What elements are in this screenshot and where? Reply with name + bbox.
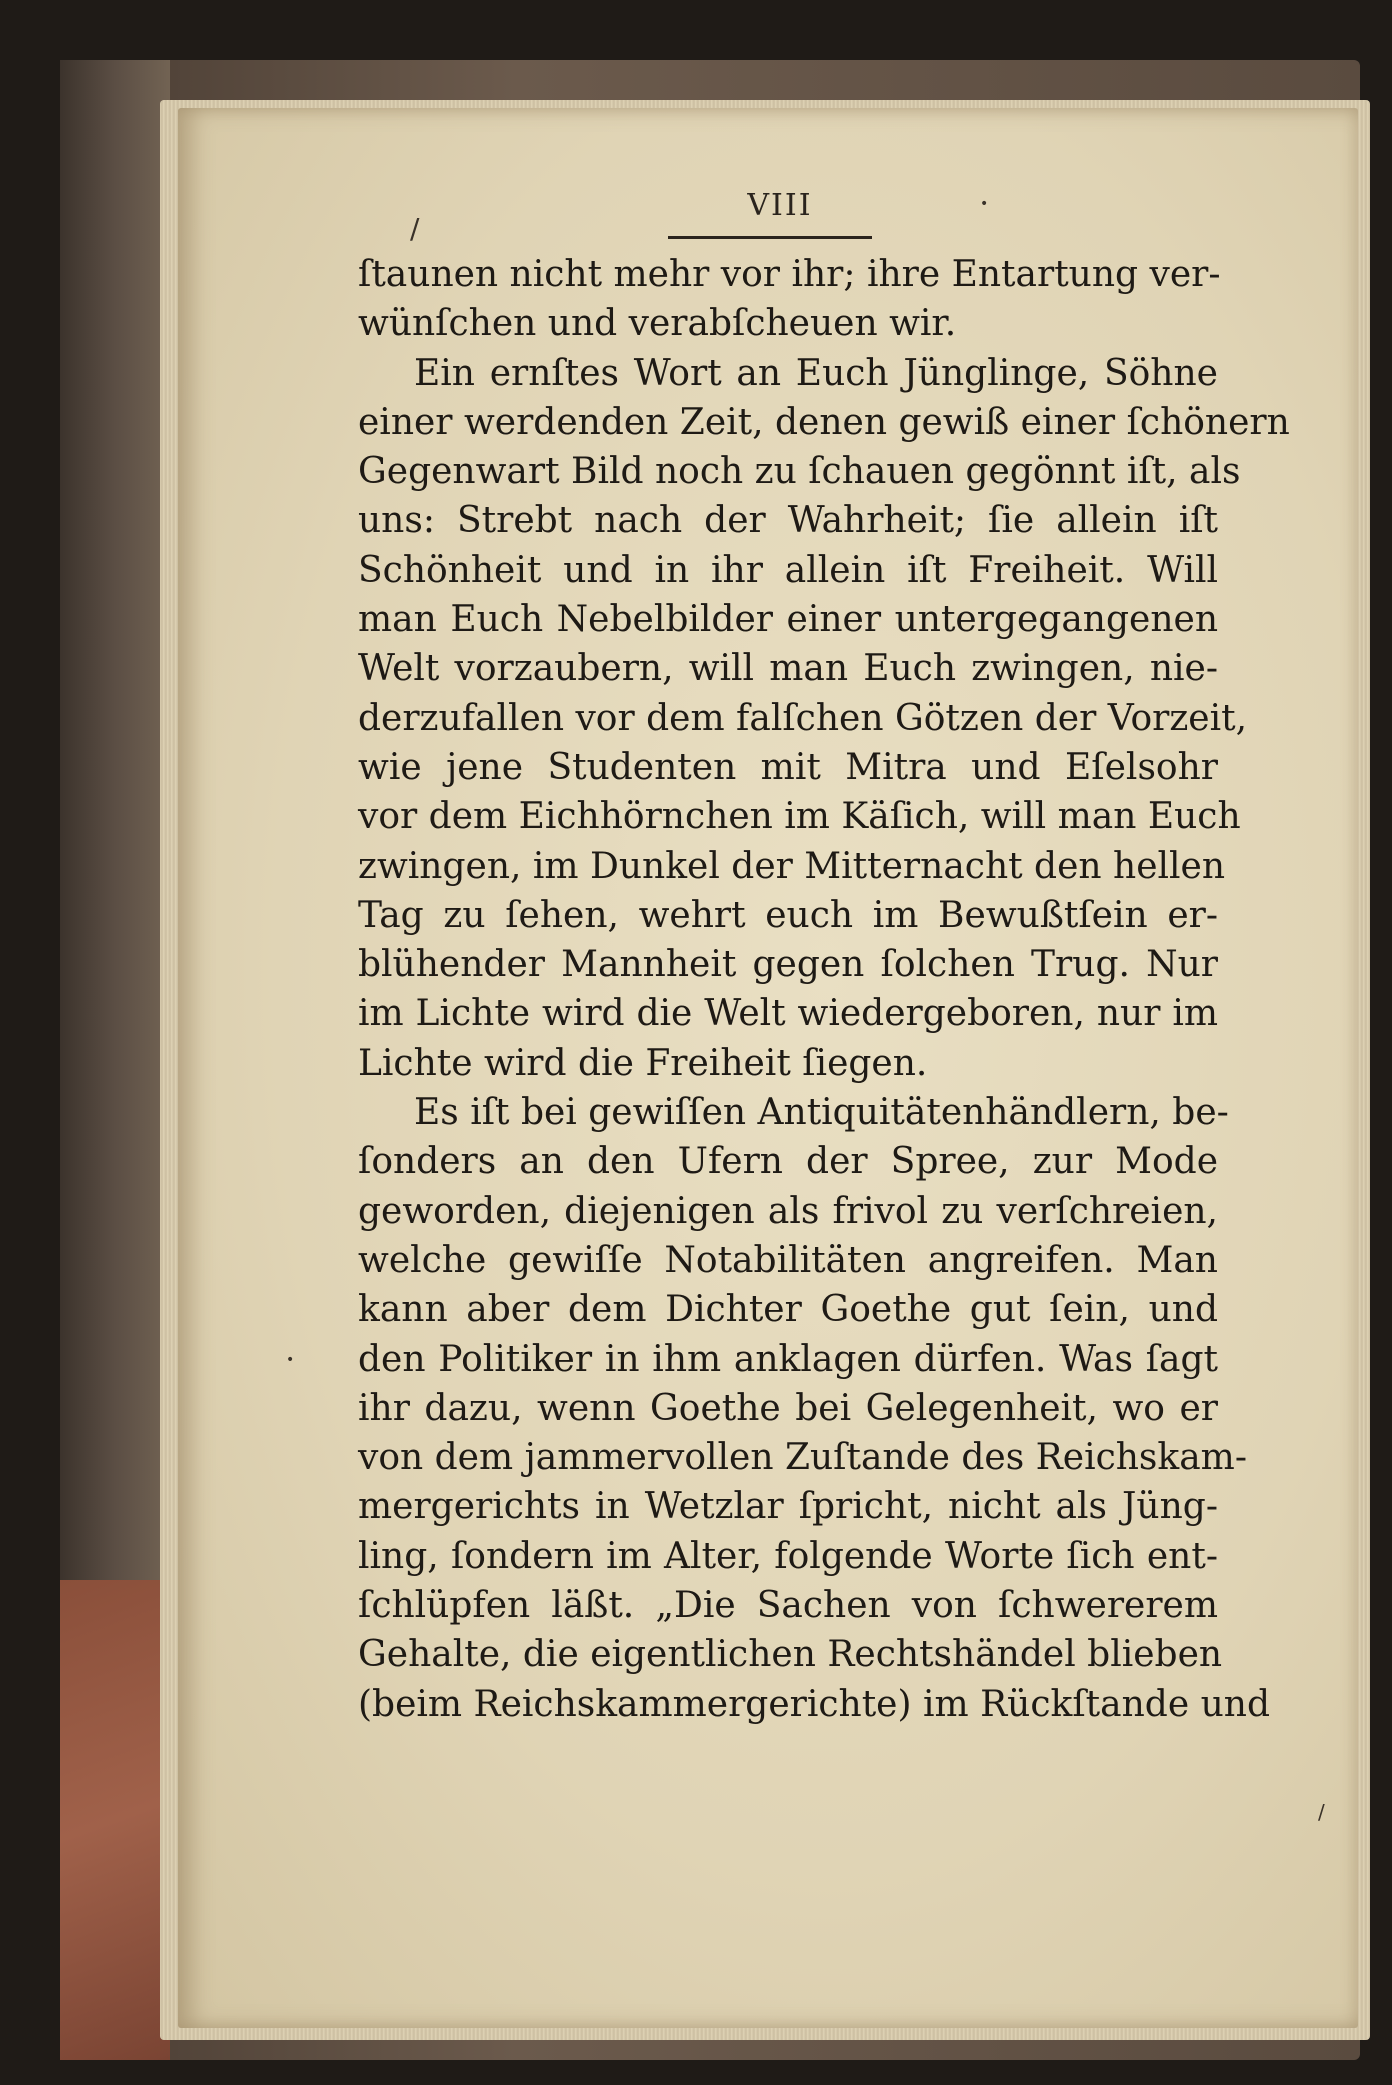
ink-speck: • — [286, 1352, 295, 1368]
text-line: blühender Mannheit gegen ſolchen Trug. Nur — [358, 944, 1218, 986]
text-line: Welt vorzaubern, will man Euch zwingen, nie- — [358, 648, 1218, 690]
text-line: Lichte wird die Freiheit ſiegen. — [358, 1042, 928, 1084]
text-line: welche gewiſſe Notabilitäten angreifen. Man — [358, 1239, 1218, 1281]
text-line: vor dem Eichhörnchen im Käſich, will man Euch — [358, 796, 1241, 838]
text-line: im Lichte wird die Welt wiedergeboren, nur im — [358, 993, 1218, 1035]
ink-mark: / — [1318, 1800, 1325, 1824]
text-line: von dem jammervollen Zuſtande des Reichskam- — [358, 1437, 1247, 1479]
text-line: ſonders an den Ufern der Spree, zur Mode — [358, 1141, 1218, 1183]
text-line: wünſchen und verabſcheuen wir. — [358, 303, 957, 345]
text-line: derzufallen vor dem falſchen Götzen der Vorzeit, — [358, 697, 1248, 739]
text-line: uns: Strebt nach der Wahrheit; ſie allein iſt — [358, 500, 1218, 542]
text-line: (beim Reichskammergerichte) im Rückſtande und — [358, 1683, 1270, 1725]
text-line: Es iſt bei gewiſſen Antiquitätenhändlern, be- — [414, 1092, 1229, 1134]
text-line: mergerichts in Wetzlar ſpricht, nicht als Jüng- — [358, 1486, 1218, 1528]
page-number: VIII — [747, 188, 813, 223]
text-line: Schönheit und in ihr allein iſt Freiheit. Will — [358, 549, 1218, 591]
body-text — [358, 250, 1290, 1729]
text-line: kann aber dem Dichter Goethe gut ſein, und — [358, 1289, 1218, 1331]
text-line: ling, ſondern im Alter, folgende Worte ſich ent- — [358, 1535, 1218, 1577]
text-line: ſtaunen nicht mehr vor ihr; ihre Entartung ver- — [358, 254, 1221, 295]
text-line: ſchlüpfen läßt. „Die Sachen von ſchwererem — [358, 1585, 1218, 1627]
text-line: Gegenwart Bild noch zu ſchauen gegönnt iſt, als — [358, 451, 1241, 493]
text-line: wie jene Studenten mit Mitra und Eſelsohr — [358, 746, 1218, 788]
ink-mark: / — [410, 212, 420, 245]
text-line: zwingen, im Dunkel der Mitternacht den hellen — [358, 845, 1226, 887]
ink-speck: • — [980, 196, 989, 212]
header-rule — [668, 236, 872, 239]
cover-leather-corner — [60, 1580, 170, 2060]
text-line: Ein ernſtes Wort an Euch Jünglinge, Söhne — [414, 352, 1218, 394]
text-line: den Politiker in ihm anklagen dürfen. Was ſagt — [358, 1338, 1218, 1380]
text-line: Gehalte, die eigentlichen Rechtshändel blieben — [358, 1634, 1223, 1676]
text-line: Tag zu ſehen, wehrt euch im Bewußtſein er- — [358, 894, 1218, 936]
text-line: man Euch Nebelbilder einer untergegangenen — [358, 599, 1218, 641]
text-line: ihr dazu, wenn Goethe bei Gelegenheit, wo er — [358, 1387, 1218, 1429]
text-line: geworden, diejenigen als frivol zu verſchreien, — [358, 1190, 1218, 1232]
text-line: einer werdenden Zeit, denen gewiß einer ſchönern — [358, 401, 1290, 443]
